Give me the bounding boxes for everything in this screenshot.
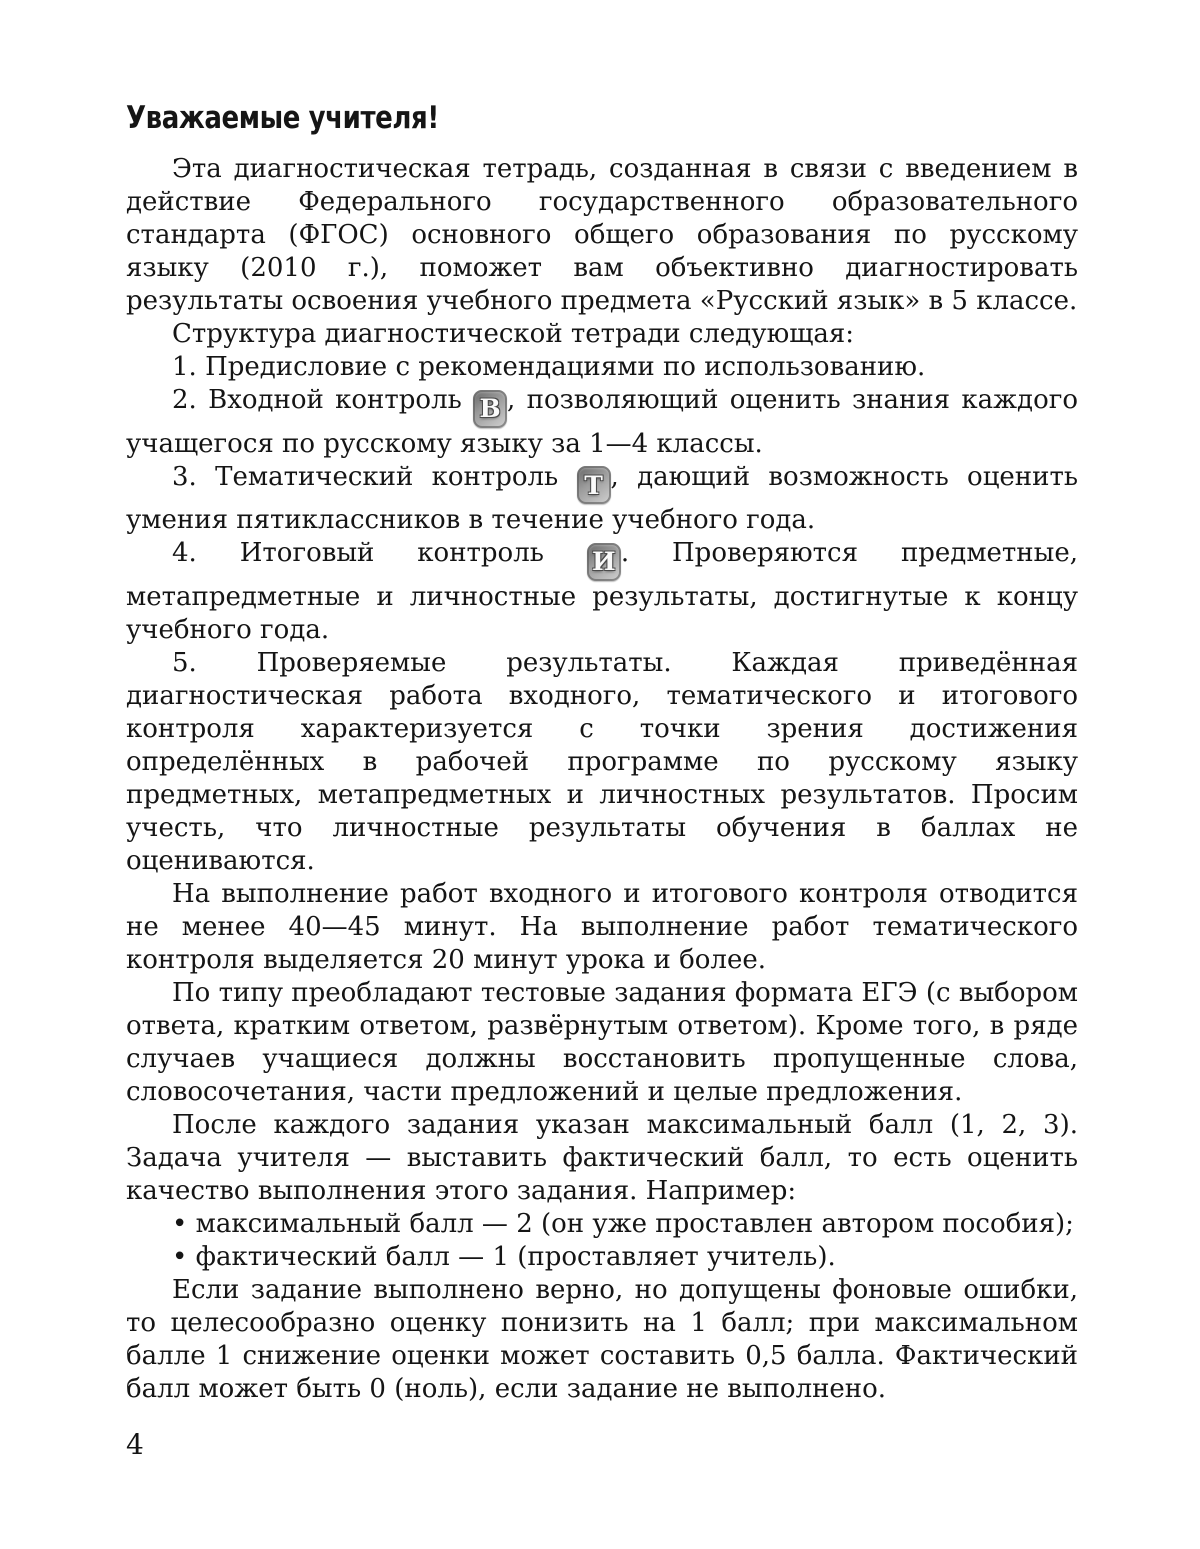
paragraph: Структура диагностической тетради следующая:	[172, 319, 855, 349]
paragraph: 1. Предисловие с рекомендациями по использованию.	[172, 352, 926, 382]
paragraph: 4. Итоговый контроль И . Проверяются предметные, метапредметные и личностные результаты, достигнутые к концу учебного года.	[126, 538, 1078, 645]
entry-control-badge-icon: В	[473, 390, 507, 428]
paragraph: 2. Входной контроль В , позволяющий оценить знания каждого учащегося по русскому языку за 1—4 классы.	[126, 385, 1078, 459]
thematic-control-badge-icon: Т	[577, 466, 611, 504]
page-number: 4	[126, 1428, 144, 1461]
final-control-badge-icon: И	[587, 543, 621, 581]
paragraph: На выполнение работ входного и итогового контроля отводится не менее 40—45 минут. На выполнение работ тематического контроля выделяется 20 минут урока и более.	[126, 878, 1078, 975]
paragraph: • фактический балл — 1 (проставляет учитель).	[172, 1241, 836, 1272]
page-body-text	[126, 153, 1078, 1406]
paragraph: Эта диагностическая тетрадь, созданная в связи с введением в действие Федерального государственного образовательного стандарта (ФГОС) основного общего образования по русскому языку (2010 г.), поможет вам объективно диагностировать результаты освоения учебного предмета «Русский язык» в 5 классе.	[126, 154, 1078, 316]
paragraph: • максимальный балл — 2 (он уже проставлен автором пособия);	[172, 1208, 1074, 1239]
page-heading: Уважаемые учителя!	[126, 100, 439, 136]
paragraph: После каждого задания указан максимальный балл (1, 2, 3). Задача учителя — выставить фактический балл, то есть оценить качество выполнения этого задания. Например:	[126, 1109, 1078, 1206]
paragraph: По типу преобладают тестовые задания формата ЕГЭ (с выбором ответа, кратким ответом, развёрнутым ответом). Кроме того, в ряде случаев учащиеся должны восстановить пропущенные слова, словосочетания, части предложений и целые предложения.	[126, 977, 1078, 1107]
paragraph: 3. Тематический контроль Т , дающий возможность оценить умения пятиклассников в течение учебного года.	[126, 461, 1078, 535]
paragraph: Если задание выполнено верно, но допущены фоновые ошибки, то целесообразно оценку понизить на 1 балл; при максимальном балле 1 снижение оценки может составить 0,5 балла. Фактический балл может быть 0 (ноль), если задание не выполнено.	[126, 1274, 1078, 1404]
paragraph: 5. Проверяемые результаты. Каждая приведённая диагностическая работа входного, тематического и итогового контроля характеризуется с точки зрения достижения определённых в рабочей программе по русскому языку предметных, метапредметных и личностных результатов. Просим учесть, что личностные результаты обучения в баллах не оцениваются.	[126, 647, 1078, 876]
